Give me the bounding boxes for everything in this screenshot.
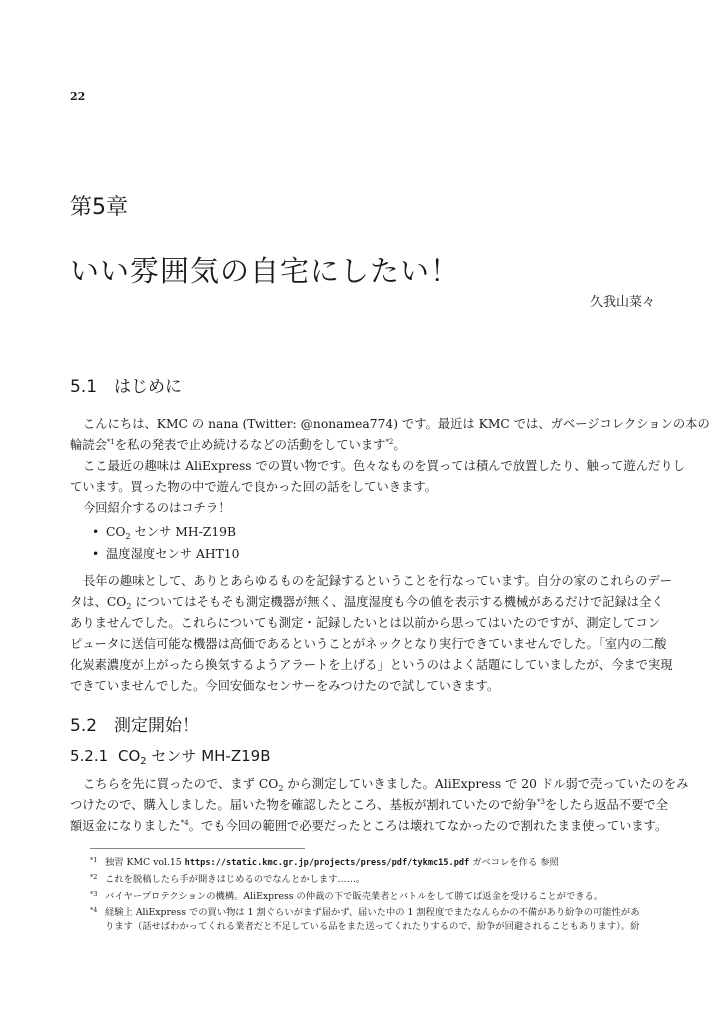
text-run: こんにちは、KMC の nana (Twitter: @nonamea774) です。最近は KMC では、ガベージコレクションの本の [83,417,710,431]
chapter-label: 第5章 [70,195,128,220]
author-name: 久我山菜々 [589,295,655,310]
subscript: 2 [125,532,131,541]
footnote-mark: *2 [90,872,98,881]
co2-paragraph [70,774,689,837]
text-run: 。 [393,438,406,452]
text-line [70,498,655,519]
chapter-title: いい雰囲気の自宅にしたい！ [70,254,461,288]
footnote-line [90,886,656,903]
text-run: から測定していきました。AliExpress で 20 ドル弱で売っていたのをみ [283,777,689,791]
subsection-title-part: センサ MH-Z19B [146,747,271,765]
text-run: ります（話せばわかってくれる業者だと不足している品をまた送ってくれたりするので、紛争が回避されることもあります）。紛 [105,921,640,933]
text-run: 独習 KMC vol.15 [105,857,185,868]
intro-paragraphs [70,414,710,519]
section-title: はじめに [114,377,182,397]
footnote-mark: *4 [90,906,98,915]
text-run: ています。買った物の中で遊んで良かった回の話をしていきます。 [70,480,437,494]
text-run: 化炭素濃度が上がったら換気するようアラートを上げる」というのはよく話題にしていましたが、今まで実現 [70,658,673,672]
text-line [70,571,673,592]
footnote-mark: *1 [90,856,98,864]
footnote-line [90,919,656,936]
text-line [70,816,668,837]
footnote-ref[interactable]: *2 [385,438,394,446]
text-line [70,676,655,697]
text-run: 経験上 AliExpress での買い物は 1 割ぐらいがまず届かず、届いた中の 1 割程度でまたなんらかの不備があり紛争の可能性があ [105,907,640,919]
text-run: 。でも今回の範囲で必要だったところは壊れてなかったので割れたまま使っています。 [188,819,668,833]
section-number: 5.2 [70,716,98,736]
list-item [92,543,239,565]
text-run: ピュータに送信可能な機器は高価であるということがネックとなり実行できていませんでした。「室内の二酸 [70,637,667,651]
text-run: 輪読会 [70,438,107,452]
text-run: これを脱稿したら手が開きはじめるのでなんとかします……。 [105,873,366,885]
text-run: ありませんでした。これらについても測定・記録したいとは以前から思ってはいたのですが、測定してコン [70,616,661,630]
text-line [70,655,673,676]
section-heading-measurement [70,711,199,736]
page-number: 22 [70,90,86,103]
text-run: 長年の趣味として、ありとあらゆるものを記録するということを行なっています。自分の家のこれらのデー [83,574,673,588]
text-run: 額返金になりました [70,819,181,833]
text-run: バイヤープロテクションの機構。AliExpress の仲裁の下で販売業者とバトルをして勝てば返金を受けることができる。 [105,890,604,902]
text-run: つけたので、購入しました。届いた物を確認したところ、基板が割れていたので紛争 [70,798,538,812]
text-run: ガベコレを作る 参照 [469,857,559,868]
subscript: 2 [126,602,132,611]
bullet-icon: • [92,525,100,539]
text-line [70,414,710,435]
subscript: 2 [140,756,147,767]
section-heading-intro [70,372,182,397]
footnote-ref[interactable]: *4 [180,819,189,827]
bullet-icon: • [92,547,100,561]
text-line [70,795,668,816]
list-item [92,521,239,543]
text-line [70,592,664,613]
text-line [70,456,685,477]
text-run: 今回紹介するのはコチラ！ [83,501,231,515]
footnote-mark: *3 [90,889,98,898]
footnote-line [90,852,656,869]
text-run: を私の発表で止め続けるなどの活動をしています [114,438,386,452]
text-line [70,634,667,655]
text-line [70,774,689,795]
footnote-ref[interactable]: *3 [537,798,546,806]
footnote-divider [90,848,305,849]
text-run: 温度湿度センサ AHT10 [106,547,240,561]
text-run: CO [106,525,126,539]
text-run: ここ最近の趣味は AliExpress での買い物です。色々なものを買っては積んで放置したり、触って遊んだりし [83,459,685,473]
text-line [70,477,655,498]
text-run: できていませんでした。今回安価なセンサーをみつけたので試していきます。 [70,679,500,693]
section-title: 測定開始！ [114,716,199,736]
subscript: 2 [278,784,284,793]
text-run: をしたら返品不要で全 [545,798,668,812]
text-line [70,435,655,456]
text-run: についてはそもそも測定機器が無く、温度湿度も今の値を表示する機械があるだけで記録は全く [131,595,664,609]
text-run: センサ MH-Z19B [130,525,237,539]
footnotes [90,852,656,936]
section-number: 5.1 [70,377,98,397]
sensor-list [92,521,239,565]
background-paragraph [70,571,673,697]
url-link[interactable]: https://static.kmc.gr.jp/projects/press/pdf/tykmc15.pdf [184,858,470,868]
text-line [70,613,661,634]
footnote-line [90,869,656,886]
footnote-line [90,902,656,919]
subsection-heading-co2 [70,745,270,766]
subsection-number: 5.2.1 [70,747,109,765]
subsection-title-part: CO [118,747,141,765]
text-run: タは、CO [70,595,127,609]
footnote-ref[interactable]: *1 [106,438,115,446]
text-run: こちらを先に買ったので、まず CO [83,777,279,791]
